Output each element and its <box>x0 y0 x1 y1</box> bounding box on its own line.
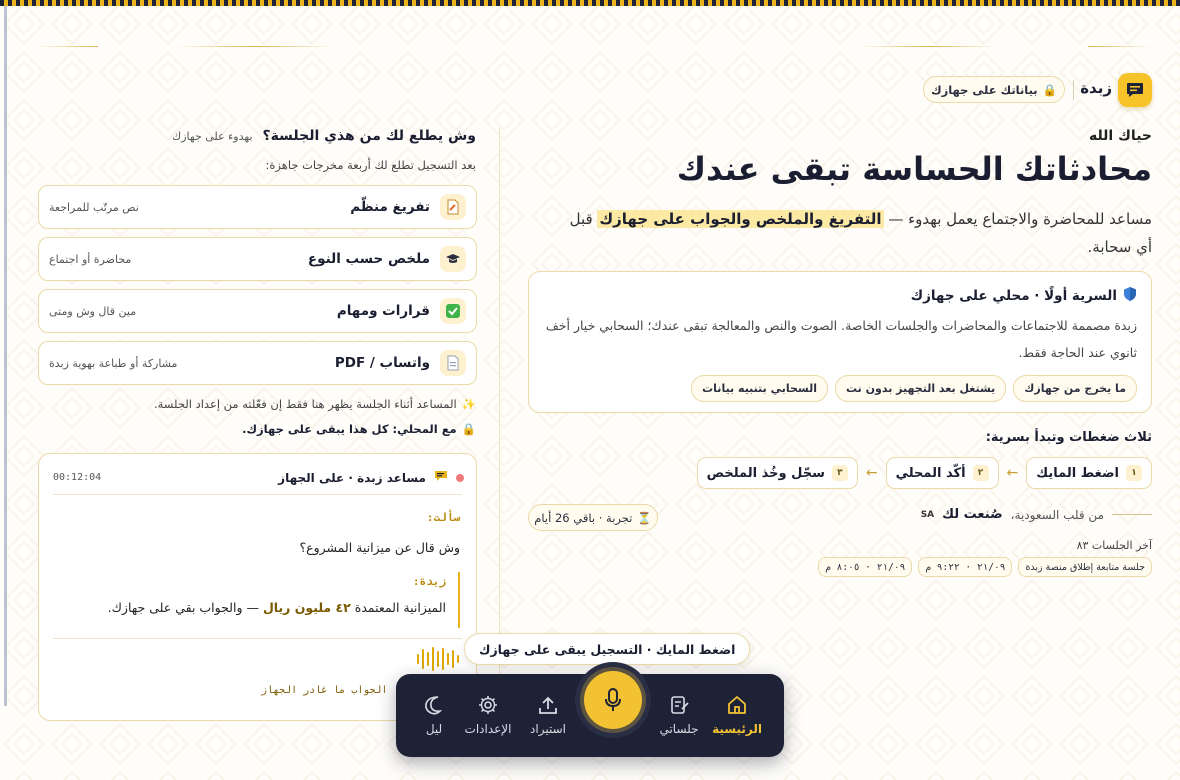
step-number: ١ <box>1126 465 1142 481</box>
nav-label: ليل <box>425 722 443 736</box>
output-card-main <box>335 350 466 376</box>
nav-night-mode[interactable] <box>404 694 464 736</box>
nav-label: الإعدادات <box>464 722 512 736</box>
output-name: تفريغ منظّم <box>350 199 430 215</box>
top-border-strip <box>0 0 1180 6</box>
hourglass-icon: ⏳ <box>637 510 652 525</box>
trial-label: تجربة · باقي 26 أيام <box>534 510 633 525</box>
question-label: سألت: <box>426 511 460 524</box>
step-label: اضغط المايك <box>1036 465 1119 481</box>
lock-icon: 🔒 <box>1042 82 1057 97</box>
ornament-line <box>36 46 98 47</box>
document-icon <box>440 350 466 376</box>
output-desc: نص مرتّب للمراجعة <box>49 200 139 214</box>
local-note-text: مع المحلي: كل هذا يبقى على جهازك. <box>242 422 457 436</box>
output-desc: مشاركة أو طباعة بهوية زبدة <box>49 356 178 370</box>
lock-icon: 🔒 <box>461 422 476 436</box>
recent-session-chip[interactable]: جلسة متابعة إطلاق منصة زبدة <box>1018 557 1152 577</box>
answer-footer: الجواب ما غادر الجهاز <box>261 685 388 696</box>
question-text: وش قال عن ميزانية المشروع؟ <box>299 540 460 555</box>
answer-text-start: الميزانية المعتمدة <box>350 600 446 615</box>
output-card-main <box>337 298 466 324</box>
step-number: ٢ <box>973 465 989 481</box>
outputs-intro: بعد التسجيل تطلع لك أربعة مخرجات جاهزة: <box>265 158 476 172</box>
output-card-share[interactable] <box>38 341 477 385</box>
arrow-left-icon: ← <box>1006 465 1019 481</box>
outputs-subtitle: بهدوء على جهازك <box>172 130 253 143</box>
steps-row <box>697 457 1152 489</box>
nav-label: استيراد <box>530 722 566 736</box>
nav-sessions[interactable] <box>649 694 709 736</box>
hero-description <box>562 205 1152 261</box>
output-card-main <box>308 246 466 272</box>
output-desc: مين قال وش ومتى <box>49 304 137 318</box>
recent-session-chip[interactable]: ٢١/٠٩ · ٨:٠٥ م <box>818 557 912 577</box>
answer-text <box>107 600 446 615</box>
scrollbar[interactable] <box>4 6 7 706</box>
answer-text-end: — والجواب بقي على جهازك. <box>107 600 263 615</box>
ornament-line <box>1088 46 1152 47</box>
mic-tooltip: اضغط المايك · التسجيل يبقى على جهازك <box>464 633 750 665</box>
privacy-chips <box>543 375 1137 402</box>
moon-icon <box>423 694 445 716</box>
step-confirm-local[interactable] <box>886 457 999 489</box>
device-badge[interactable] <box>923 76 1065 103</box>
assistant-note <box>154 397 476 411</box>
step-number: ٣ <box>832 465 848 481</box>
assistant-title: مساعد زبدة · على الجهاز <box>278 470 426 485</box>
shield-icon <box>1123 286 1137 306</box>
output-card-transcript[interactable] <box>38 185 477 229</box>
column-divider <box>499 128 500 718</box>
made-in-row <box>921 507 1152 522</box>
made-in-prefix: من قلب السعودية، <box>1010 507 1104 522</box>
recording-dot-icon <box>456 474 464 482</box>
microphone-icon <box>602 687 624 713</box>
ornament-line <box>1112 514 1152 515</box>
privacy-card <box>528 271 1152 413</box>
nav-home[interactable] <box>707 694 767 736</box>
device-badge-label: بياناتك على جهازك <box>931 82 1038 97</box>
output-card-decisions[interactable] <box>38 289 477 333</box>
step-label: أكّد المحلي <box>895 465 966 481</box>
outputs-title: وش يطلع لك من هذي الجلسة؟ <box>262 128 476 144</box>
step-press-mic[interactable] <box>1026 457 1152 489</box>
gear-icon <box>477 694 499 716</box>
made-in-bold: صُنعت لك <box>942 507 1003 522</box>
greeting: حياك الله <box>1088 128 1152 144</box>
local-note <box>242 422 476 436</box>
saudi-flag-icon: SA <box>920 509 935 520</box>
step-record-summary[interactable] <box>697 457 858 489</box>
ornament-line <box>860 46 1000 47</box>
nav-import[interactable] <box>518 694 578 736</box>
steps-title: ثلاث ضغطات وتبدأ بسرية: <box>985 430 1152 445</box>
output-name: واتساب / PDF <box>334 355 430 371</box>
nav-label: جلساتي <box>659 722 699 736</box>
sparkle-icon: ✨ <box>461 397 476 411</box>
arrow-left-icon: ← <box>865 465 878 481</box>
privacy-chip: ما يخرج من جهازك <box>1013 375 1137 402</box>
hero-desc-text-end: قبل أي سحابة. <box>569 210 1152 256</box>
answer-block <box>107 572 460 628</box>
answer-highlight: ٤٢ مليون ريال <box>262 600 351 615</box>
session-timer: 00:12:04 <box>53 472 102 483</box>
brand-logo[interactable] <box>1118 73 1152 107</box>
step-label: سجّل وخُذ الملخص <box>706 465 825 481</box>
privacy-body: زبدة مصممة للاجتماعات والمحاضرات والجلسات الخاصة. الصوت والنص والمعالجة تبقى عندك؛ السحابي خيار أخف ثانوي عند الحاجة فقط. <box>545 318 1137 360</box>
output-card-summary[interactable] <box>38 237 477 281</box>
page-title: محادثاتك الحساسة تبقى عندك <box>676 150 1152 188</box>
trial-badge[interactable] <box>528 504 658 531</box>
recent-sessions-list <box>818 557 1152 577</box>
transcript-icon <box>440 194 466 220</box>
checkbox-icon <box>440 298 466 324</box>
assistant-title-row <box>278 470 464 485</box>
output-name: ملخص حسب النوع <box>307 251 430 267</box>
chat-icon <box>434 470 448 485</box>
upload-icon <box>537 694 559 716</box>
answer-label: زبدة: <box>412 575 446 588</box>
record-mic-button[interactable] <box>584 671 642 729</box>
assistant-note-text: المساعد أثناء الجلسة يظهر هنا فقط إن فعّلته من إعداد الجلسة. <box>153 397 457 411</box>
privacy-title-row <box>543 286 1137 306</box>
privacy-chip: يشتغل بعد التجهيز بدون نت <box>835 375 1006 402</box>
nav-label: الرئيسية <box>712 722 762 736</box>
bottom-navigation <box>396 674 784 757</box>
brand-name: زبدة <box>1080 79 1112 97</box>
audio-waveform-icon <box>417 647 459 671</box>
home-icon <box>726 694 748 716</box>
assistant-header <box>53 470 464 485</box>
output-desc: محاضرة أو اجتماع <box>49 252 132 266</box>
privacy-chip: السحابي بتنبيه بيانات <box>691 375 828 402</box>
divider <box>53 638 462 639</box>
hero-desc-highlight: التفريغ والملخص والجواب على جهازك <box>599 210 882 228</box>
recent-sessions-label: آخر الجلسات ٨٣ <box>1076 539 1152 552</box>
privacy-title: السرية أولًا · محلي على جهازك <box>910 288 1117 304</box>
hero-desc-text: مساعد للمحاضرة والاجتماع يعمل بهدوء — <box>883 210 1152 228</box>
output-name: قرارات ومهام <box>336 303 430 319</box>
ornament-line <box>175 46 335 47</box>
header-divider <box>1073 80 1074 100</box>
mic-button-ring <box>575 662 651 738</box>
chat-logo-icon <box>1125 81 1145 99</box>
graduation-cap-icon <box>440 246 466 272</box>
notes-icon <box>668 694 690 716</box>
nav-settings[interactable] <box>458 694 518 736</box>
output-card-main <box>350 194 466 220</box>
recent-session-chip[interactable]: ٢١/٠٩ · ٩:٢٢ م <box>918 557 1012 577</box>
divider <box>53 494 462 495</box>
outputs-header <box>172 128 476 144</box>
